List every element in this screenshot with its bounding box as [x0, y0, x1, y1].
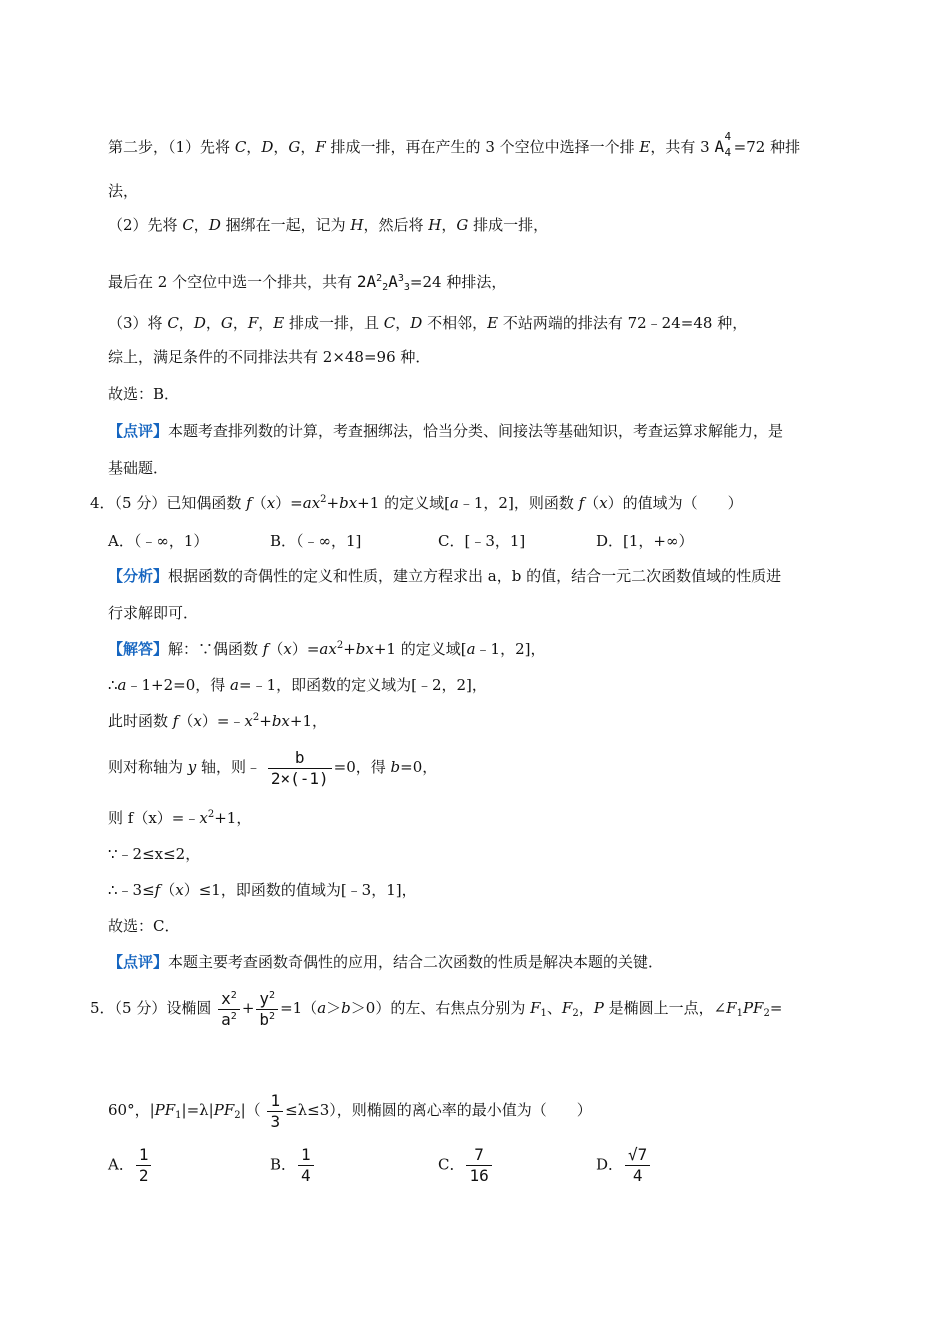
comment-tag: 【点评】	[108, 422, 169, 440]
axis-fraction: $\frac{b}{2\times(-1)}$	[268, 748, 332, 789]
q5-option-a: A． $\frac{1}{2}$	[108, 1145, 153, 1186]
q5-option-d: D． $\frac{√7}{4}$	[596, 1145, 652, 1186]
q4-solution-5: 则 $f(x)=﹣x^2+1$，	[108, 809, 252, 827]
comment-line: 【点评】本题考查排列数的计算，考查捆绑法，恰当分类、间接法等基础知识，考查运算求解能力，是	[108, 422, 784, 440]
q5-stem-cont: 60°，$|PF_1|=\lambda|PF_2|$（ $\frac{1}{3}$ ≤λ≤3），则椭圆的离心率的最小值为（ ）	[108, 1090, 592, 1131]
q4-comment: 【点评】本题主要考查函数奇偶性的应用，结合二次函数的性质是解决本题的关键．	[108, 953, 664, 971]
q4-analysis: 【分析】根据函数的奇偶性的定义和性质，建立方程求出 a，b 的值，结合一元二次函数值域的性质进	[108, 567, 782, 585]
q4-option-c: C．[﹣3，1]	[438, 532, 526, 550]
q4-solution-4: 则对称轴为 y 轴，则﹣ $\frac{b}{2\times(-1)}$ =0，得 b=0，	[108, 747, 438, 788]
step2-line2: （2）先将 C，D 捆绑在一起，记为 H，然后将 H，G 排成一排，	[108, 216, 549, 234]
q4-solution-1: 【解答】解：∵偶函数 $f(x)=ax^2+bx+1$ 的定义域[a﹣1，2]，	[108, 640, 546, 658]
q4-option-a: A．（﹣∞，1）	[108, 532, 209, 550]
ellipse-x-term: $\frac{x^2}{a^2}$	[218, 989, 240, 1030]
q4-stem: 4．（5 分）已知偶函数 $f(x)=ax^2+bx+1$ 的定义域[a﹣1，2]，则函数 f（x）的值域为（ ）	[90, 494, 743, 512]
perm-A44: A 4 4	[714, 130, 732, 159]
q5-option-b: B． $\frac{1}{4}$	[270, 1145, 316, 1186]
q4-solution-7: ∴﹣3≤f（x）≤1，即函数的值域为[﹣3，1]，	[108, 881, 417, 899]
q4-solution-3: 此时函数 $f(x)=﹣x^2+bx+1$，	[108, 712, 328, 730]
step2-line1-cont: 法，	[108, 182, 139, 200]
q4-option-d: D．[1，+∞）	[596, 532, 694, 550]
ellipse-y-term: $\frac{y^2}{b^2}$	[256, 989, 278, 1030]
q4-solution-6: ∵﹣2≤x≤2，	[108, 845, 201, 863]
step2-line4: （3）将 C，D，G，F，E 排成一排，且 C，D 不相邻，E 不站两端的排法有 72﹣24=48 种，	[108, 314, 748, 332]
step2-line3: 最后在 2 个空位中选一个排共，共有 $2A^2_2A^3_3=24$ 种排法，	[108, 272, 507, 293]
comment-line-cont: 基础题．	[108, 459, 169, 477]
step2-line1: 第二步，（1）先将 C，D，G，F 排成一排，再在产生的 3 个空位中选择一个排 E，共有 3 A 4 4 =72 种排	[108, 130, 801, 159]
summary-line: 综上，满足条件的不同排法共有 2×48=96 种．	[108, 348, 431, 366]
comment-tag-2: 【点评】	[108, 953, 169, 971]
q4-solution-2: ∴a﹣1+2=0，得 a=﹣1，即函数的定义域为[﹣2，2]，	[108, 676, 487, 694]
answer-line: 故选：B．	[108, 385, 180, 403]
q4-solution-8: 故选：C．	[108, 917, 180, 935]
q4-option-b: B．（﹣∞，1]	[270, 532, 362, 550]
solution-tag: 【解答】	[108, 640, 169, 658]
q4-analysis-cont: 行求解即可．	[108, 604, 199, 622]
analysis-tag: 【分析】	[108, 567, 169, 585]
q5-option-c: C． $\frac{7}{16}$	[438, 1145, 494, 1186]
lambda-lower-bound: $\frac{1}{3}$	[267, 1091, 283, 1132]
q5-stem: 5．（5 分）设椭圆 $\frac{x^2}{a^2}$ + $\frac{y^2}{b^2}$ =1（a＞b＞0）的左、右焦点分别为 $F_1$、$F_2$，P 是椭圆上一点，$\angle F_1PF_2=$	[90, 988, 783, 1029]
